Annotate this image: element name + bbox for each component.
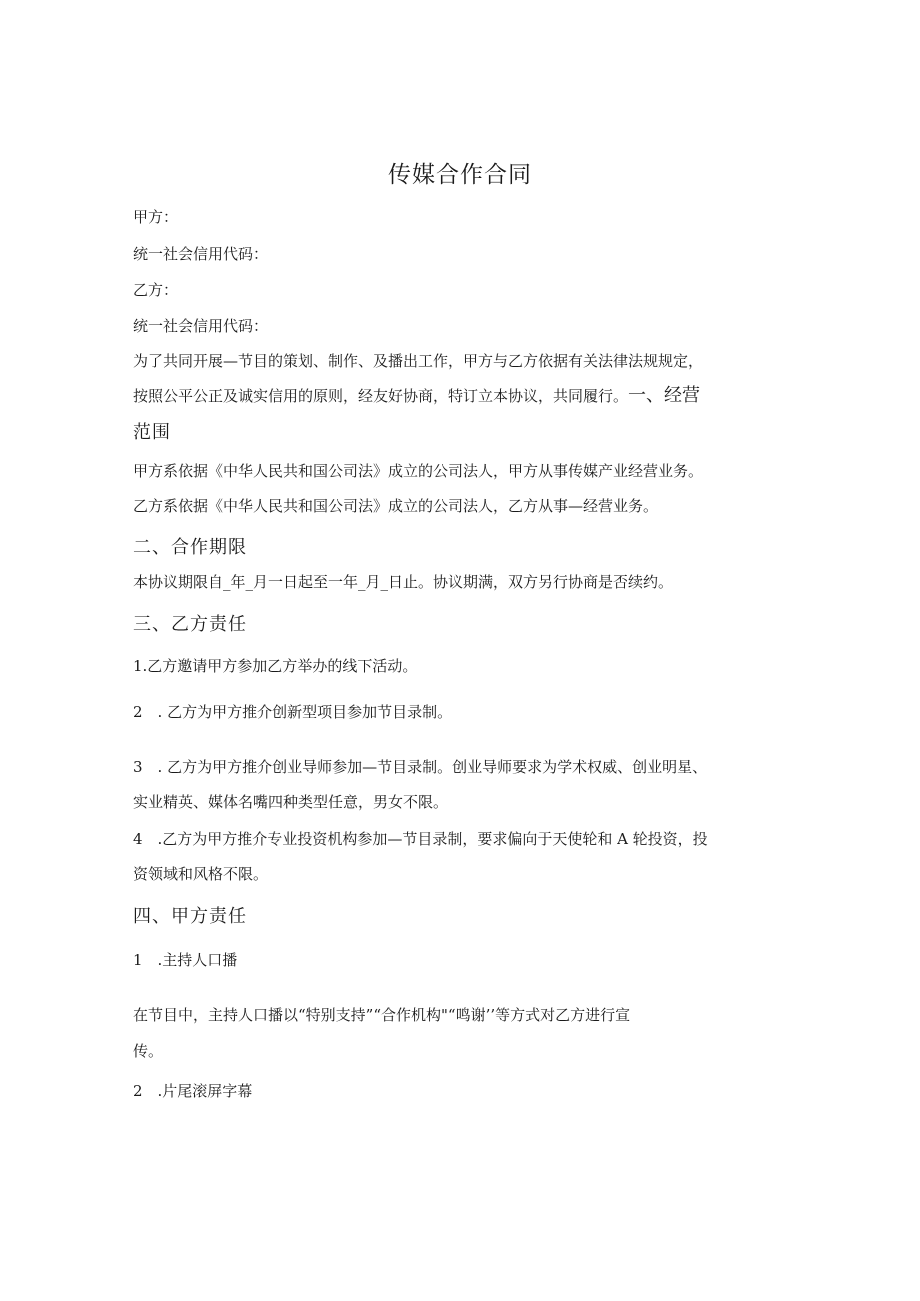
document-title: 传媒合作合同	[388, 162, 532, 188]
b-duty-item-3-line2: 实业精英、媒体名嘴四种类型任意，男女不限。	[133, 793, 449, 811]
party-b-label: 乙方：	[133, 281, 179, 299]
a-duty-item-1-desc-line2: 传。	[133, 1042, 164, 1060]
intro-paragraph-line2	[133, 386, 700, 406]
term-paragraph: 本协议期限自_年_月一日起至一年_月_日止。协议期满，双方另行协商是否续约。	[133, 573, 674, 591]
party-a-credit-code-label: 统一社会信用代码：	[133, 245, 269, 263]
a-duty-item-1-desc-line1: 在节目中，主持人口播以“特别支持”“合作机构"“鸣谢’’等方式对乙方进行宣	[133, 1006, 631, 1024]
intro-paragraph-text: 按照公平公正及诚实信用的原则，经友好协商，特订立本协议，共同履行。	[133, 387, 629, 405]
a-duty-item-1: 1 .主持人口播	[133, 951, 238, 969]
b-duty-item-3-line1: 3 . 乙方为甲方推介创业导师参加—节目录制。创业导师要求为学术权威、创业明星、	[133, 758, 708, 776]
section2-heading: 二、合作期限	[133, 537, 247, 558]
scope-party-b: 乙方系依据《中华人民共和国公司法》成立的公司法人，乙方从事—经营业务。	[133, 497, 659, 515]
section3-heading: 三、乙方责任	[133, 614, 247, 635]
intro-paragraph-line1: 为了共同开展—节目的策划、制作、及播出工作，甲方与乙方依据有关法律法规规定，	[133, 352, 704, 370]
party-a-label: 甲方：	[133, 208, 179, 226]
party-b-credit-code-label: 统一社会信用代码：	[133, 317, 269, 335]
section1-heading-part1: 一、经营	[628, 385, 701, 406]
b-duty-item-1: 1.乙方邀请甲方参加乙方举办的线下活动。	[133, 657, 418, 675]
section1-heading-part2: 范围	[133, 422, 171, 443]
b-duty-item-4-line2: 资领域和风格不限。	[133, 865, 269, 883]
b-duty-item-2: 2 . 乙方为甲方推介创新型项目参加节目录制。	[133, 703, 453, 721]
a-duty-item-2: 2 .片尾滚屏字幕	[133, 1082, 253, 1100]
scope-party-a: 甲方系依据《中华人民共和国公司法》成立的公司法人，甲方从事传媒产业经营业务。	[133, 462, 704, 480]
section4-heading: 四、甲方责任	[133, 906, 247, 927]
b-duty-item-4-line1: 4 .乙方为甲方推介专业投资机构参加—节目录制，要求偏向于天使轮和 A 轮投资，投	[133, 830, 708, 848]
